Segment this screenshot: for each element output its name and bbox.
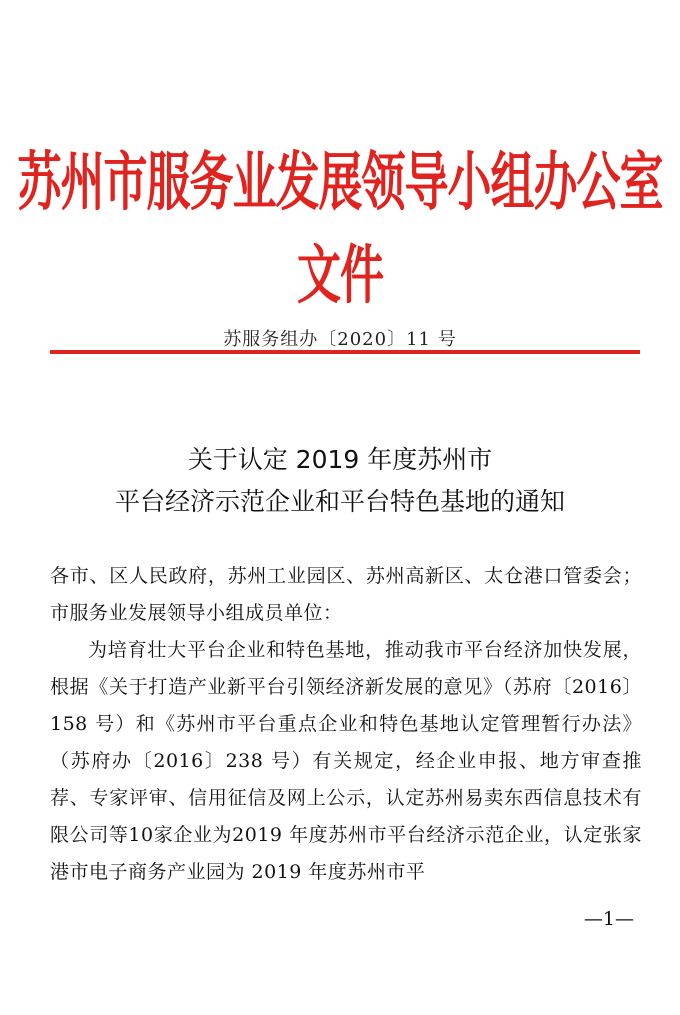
document-number: 苏服务组办〔2020〕11 号 <box>223 329 457 350</box>
body-paragraph-1: 为培育壮大平台企业和特色基地，推动我市平台经济加快发展，根据《关于打造产业新平台引领经济新发展的意见》（苏府〔2016〕158 号）和《苏州市平台重点企业和特色基地认定管理暂行办法》（苏府办〔2016〕238 号）有关规定，经企业申报、地方审查推荐、专家评审、信用征信及网上公示，认定苏州易卖东西信息技术有限公司等10家企业为2019 年度苏州市平台经济示范企业，认定张家港市电子商务产业园为 2019 年度苏州市平 <box>50 639 642 883</box>
issuing-office-header: 苏州市服务业发展领导小组办公室文件 <box>17 145 663 313</box>
page-number: —1— <box>583 908 634 930</box>
addressee-paragraph: 各市、区人民政府，苏州工业园区、苏州高新区、太仓港口管委会；市服务业发展领导小组成员单位： <box>50 565 642 624</box>
notice-title-line-2: 平台经济示范企业和平台特色基地的通知 <box>114 487 565 516</box>
red-divider-line <box>50 350 640 354</box>
notice-title-line-1: 关于认定 2019 年度苏州市 <box>187 445 493 474</box>
notice-body <box>50 558 642 891</box>
